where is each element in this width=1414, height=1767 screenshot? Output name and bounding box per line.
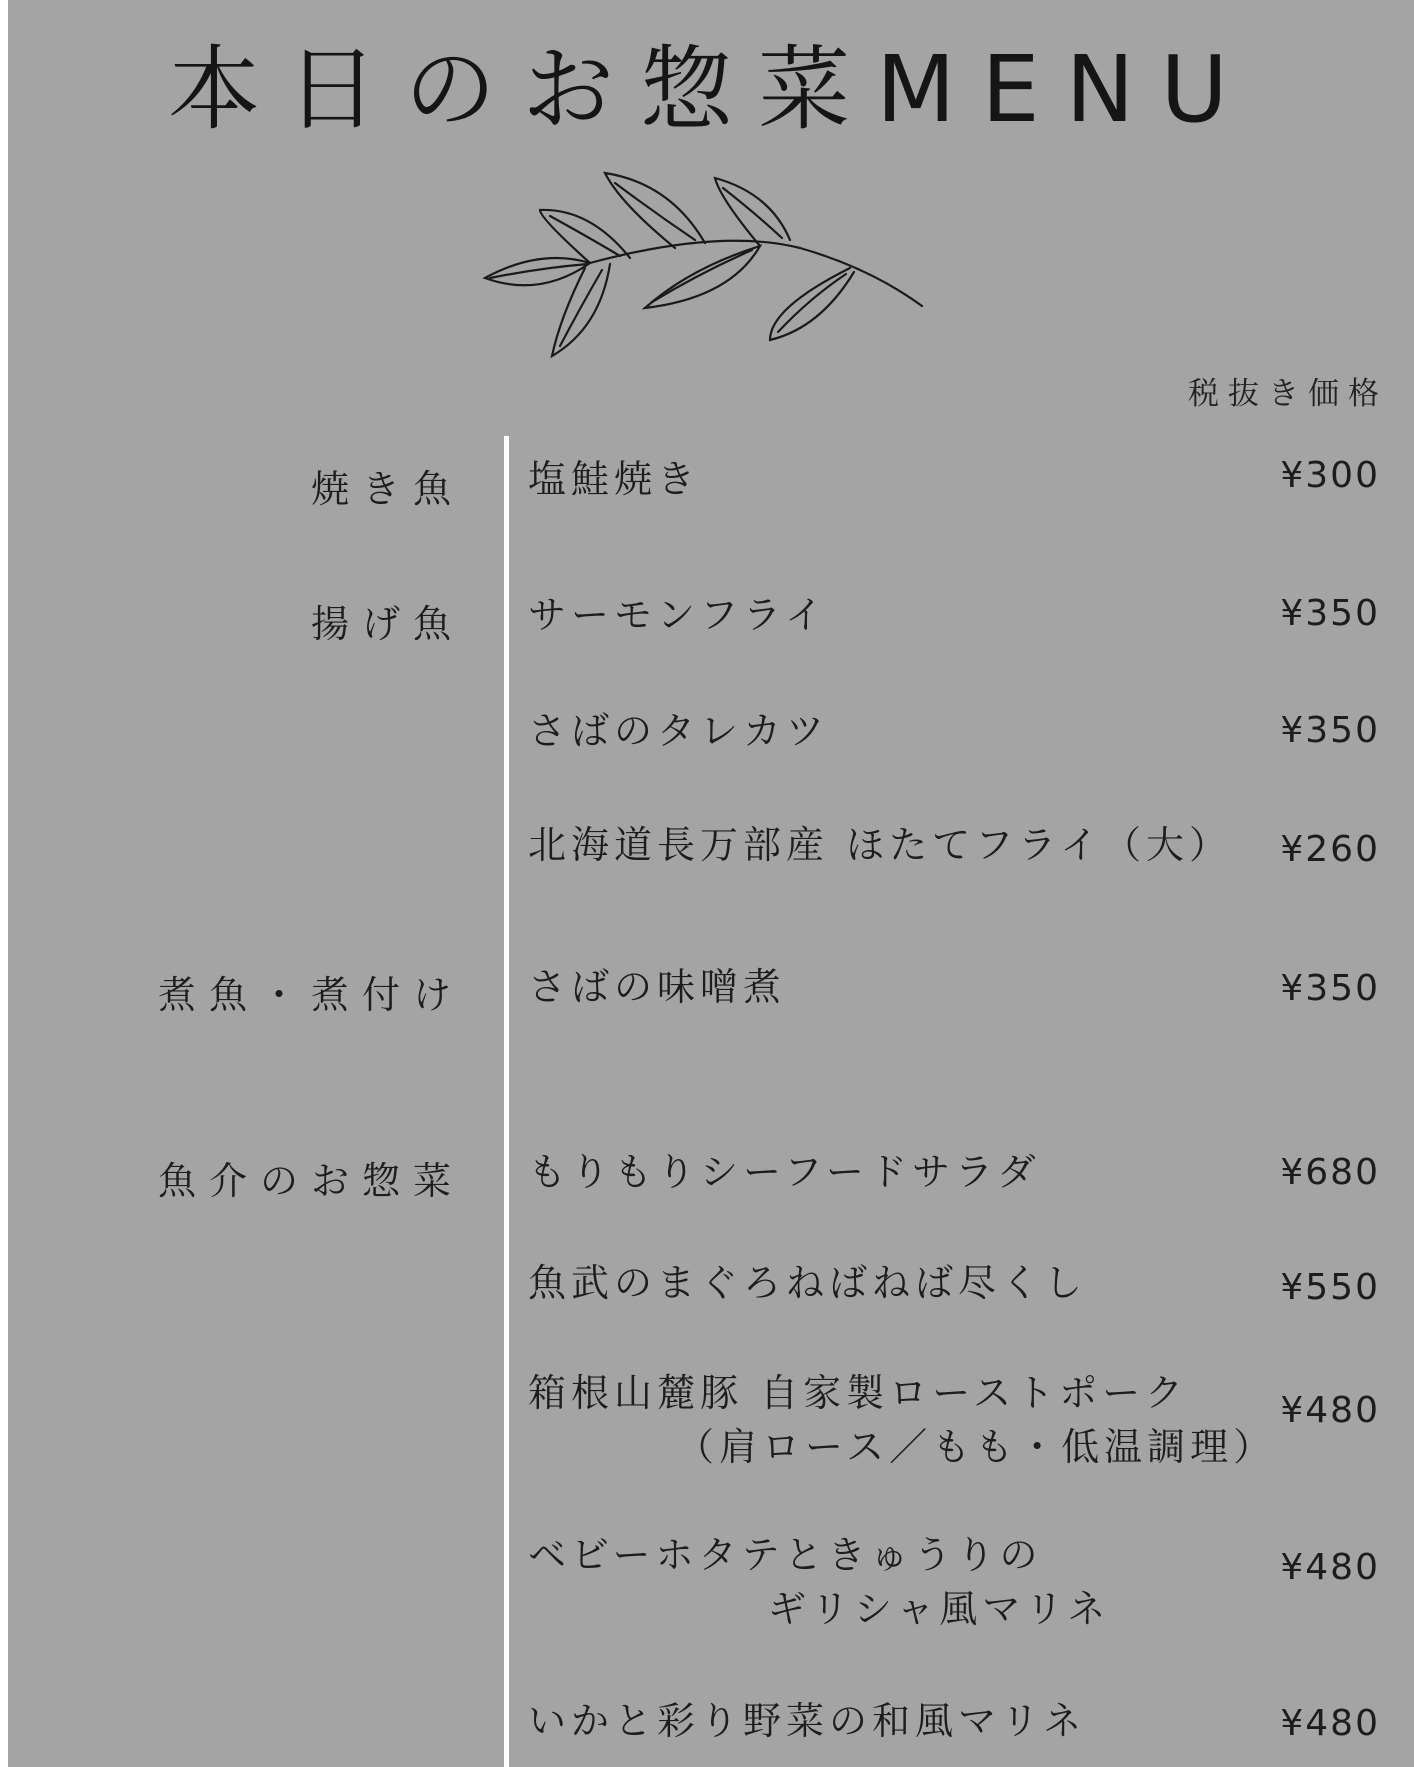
item-price: ¥480 — [1280, 1390, 1380, 1431]
item-name-line1: ベビーホタテときゅうりの — [528, 1533, 1043, 1577]
category-grilled-fish: 焼き魚 — [310, 467, 464, 511]
item-name-line2: ギリシャ風マリネ — [768, 1587, 1111, 1631]
item-price: ¥260 — [1280, 829, 1380, 870]
column-divider — [504, 436, 509, 1767]
item-price: ¥350 — [1280, 593, 1380, 634]
category-fried-fish: 揚げ魚 — [310, 602, 464, 646]
item-name-line1: 箱根山麓豚 自家製ローストポーク — [528, 1371, 1189, 1415]
menu-item: 北海道長万部産 ほたてフライ（大） — [528, 823, 1232, 867]
leaf-sprig-icon — [470, 168, 930, 368]
item-name-line2: （肩ロース／もも・低温調理） — [676, 1425, 1277, 1469]
menu-item: さばの味噌煮 — [528, 965, 787, 1009]
item-price: ¥550 — [1280, 1267, 1380, 1308]
menu-item: 塩鮭焼き — [528, 457, 701, 501]
item-price: ¥300 — [1280, 455, 1380, 496]
item-price: ¥350 — [1280, 968, 1380, 1009]
menu-item — [528, 1366, 1276, 1474]
item-price: ¥350 — [1280, 710, 1380, 751]
item-price: ¥480 — [1280, 1547, 1380, 1588]
menu-item — [528, 1528, 1110, 1636]
menu-item: もりもりシーフードサラダ — [528, 1150, 1041, 1194]
menu-item: いかと彩り野菜の和風マリネ — [528, 1699, 1087, 1743]
menu-item: 魚武のまぐろねばねば尽くし — [528, 1261, 1088, 1305]
category-seafood-dishes: 魚介のお惣菜 — [157, 1159, 464, 1203]
menu-title: 本日のお惣菜MENU — [168, 36, 1254, 143]
item-price: ¥680 — [1280, 1152, 1380, 1193]
tax-excluded-note: 税抜き価格 — [1188, 376, 1388, 412]
menu-board — [8, 0, 1414, 1767]
item-price: ¥480 — [1280, 1703, 1380, 1744]
menu-item: さばのタレカツ — [528, 709, 830, 753]
category-simmered-fish: 煮魚・煮付け — [157, 973, 464, 1017]
menu-item: サーモンフライ — [528, 593, 828, 637]
